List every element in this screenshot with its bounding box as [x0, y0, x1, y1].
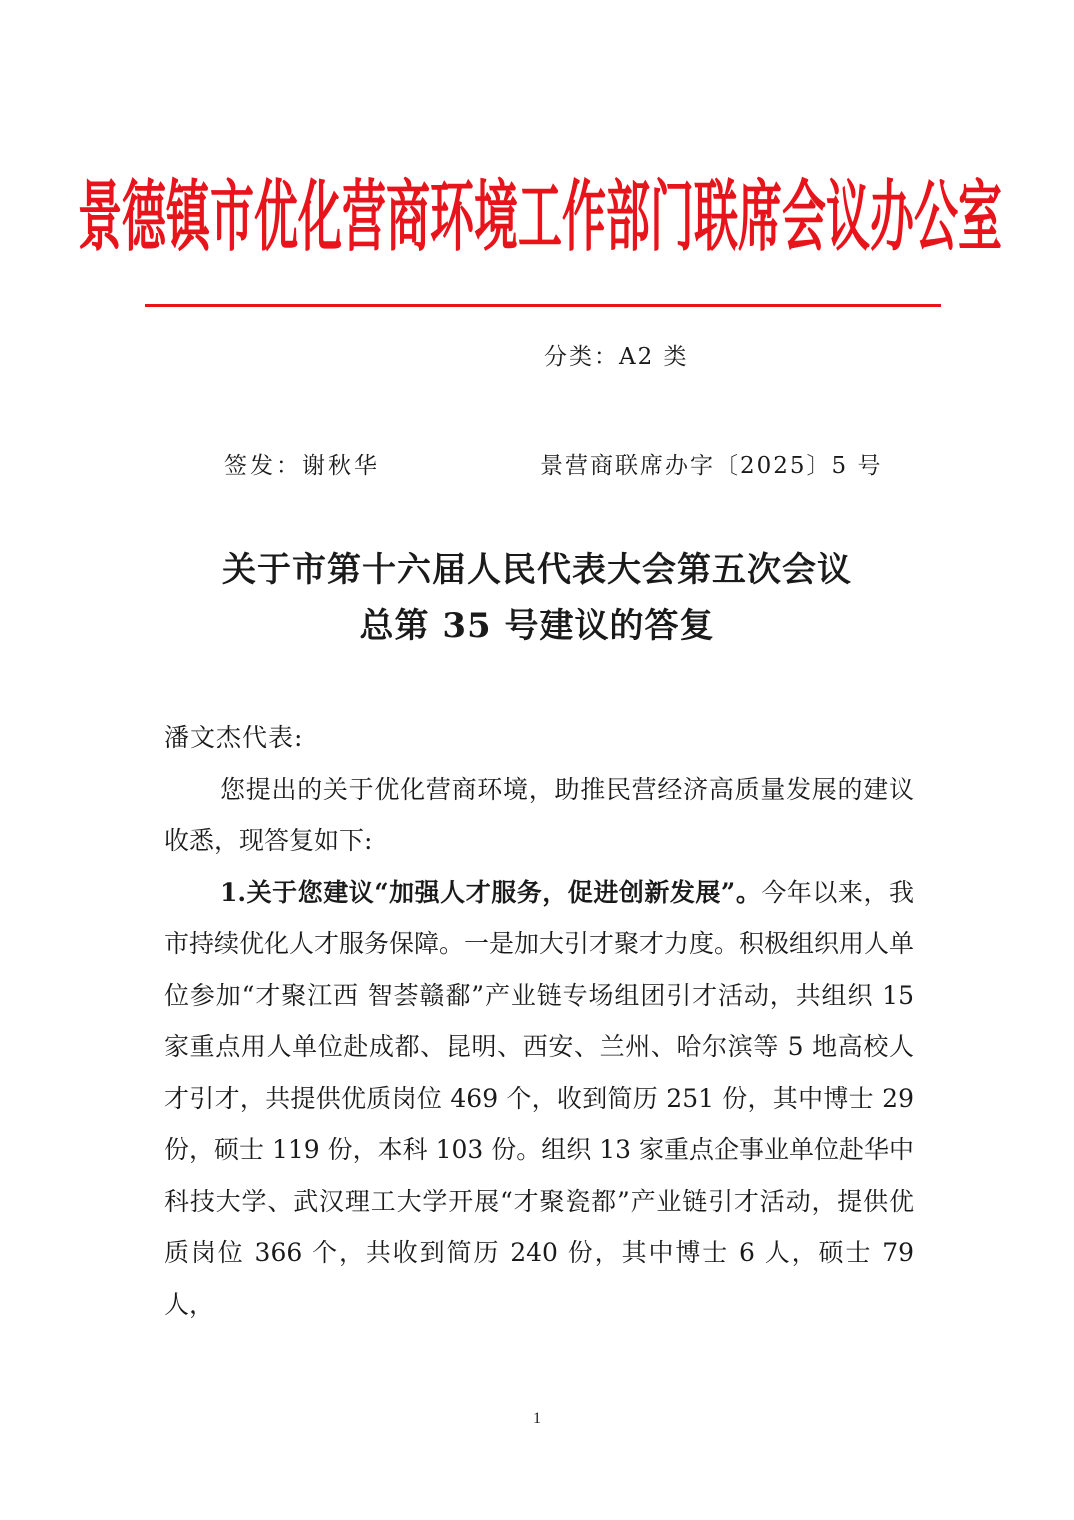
section-1-paragraph	[164, 867, 914, 1331]
document-body	[164, 712, 914, 1330]
intro-paragraph: 您提出的关于优化营商环境，助推民营经济高质量发展的建议收悉，现答复如下:	[164, 774, 914, 855]
page-number: 1	[533, 1410, 541, 1427]
section-1-text: 今年以来，我市持续优化人才服务保障。一是加大引才聚才力度。积极组织用人单位参加“才聚江西 智荟赣鄱”产业链专场组团引才活动，共组织 15 家重点用人单位赴成都、昆明、西安、兰州、哈尔滨等 5 地高校人才引才，共提供优质岗位 469 个，收到简历 251 份，其中博士 29 份，硕士 119 份，本科 103 份。组织 13 家重点企事业单位赴华中科技大学、武汉理工大学开展“才聚瓷都”产业链引才活动，提供优质岗位 366 个，共收到简历 240 份，其中博士 6 人，硕士 79 人，	[164, 877, 915, 1319]
title-line-1: 关于市第十六届人民代表大会第五次会议	[222, 550, 852, 590]
section-1-heading: 1.关于您建议“加强人才服务，促进创新发展”。	[220, 877, 762, 907]
office-masthead: 景德镇市优化营商环境工作部门联席会议办公室	[78, 173, 1002, 263]
issuer-label: 签发：谢秋华	[224, 453, 380, 479]
classification-label: 分类：A2 类	[544, 344, 689, 370]
title-line-2: 总第 35 号建议的答复	[359, 606, 715, 646]
salutation: 潘文杰代表:	[164, 723, 304, 752]
red-divider-line	[145, 304, 941, 307]
document-number: 景营商联席办字〔2025〕5 号	[540, 453, 883, 479]
document-title	[120, 542, 954, 654]
